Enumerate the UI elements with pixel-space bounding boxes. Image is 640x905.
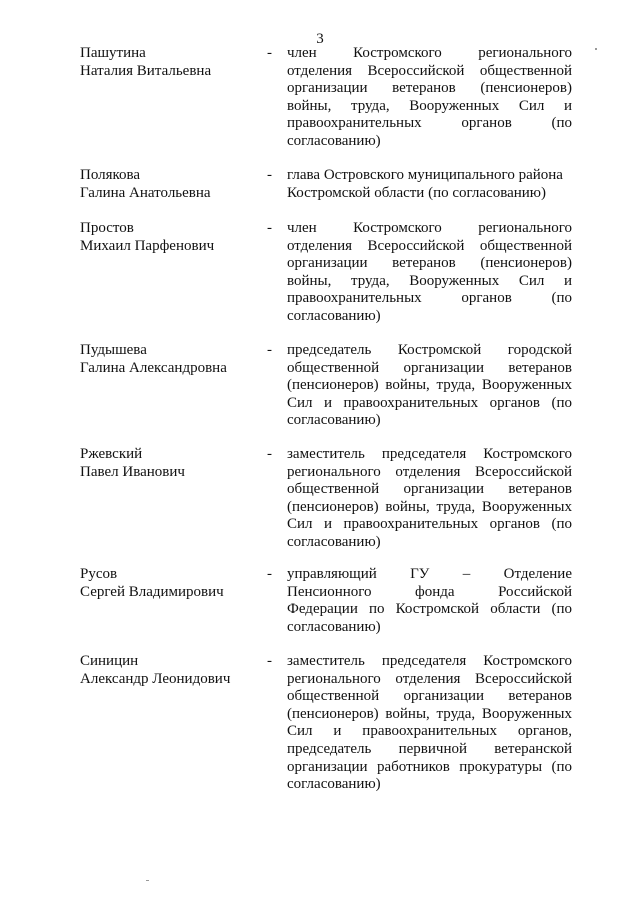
member-given-name: Александр Леонидович [80, 670, 231, 687]
member-name [80, 446, 260, 481]
separator-dash: - [267, 653, 272, 669]
separator-dash: - [267, 45, 272, 61]
role-line: общественной организации ветеранов [287, 481, 572, 498]
member-surname: Полякова [80, 167, 141, 183]
member-role [287, 566, 572, 636]
role-line: Сил и правоохранительных органов (по [287, 394, 572, 411]
role-line: председатель Костромской городской [287, 342, 572, 358]
role-line: регионального отделения Всероссийской [287, 463, 572, 480]
member-surname: Ржевский [80, 446, 143, 462]
member-role [287, 446, 572, 552]
role-line: отделения Всероссийской общественной [287, 62, 572, 79]
role-line: член Костромского регионального [287, 45, 572, 61]
role-line: Сил и правоохранительных органов (по [287, 516, 572, 533]
scan-speck [595, 48, 597, 50]
member-role [287, 342, 572, 430]
role-line: организации ветеранов (пенсионеров) [287, 255, 572, 272]
role-line: согласованию) [287, 776, 381, 793]
member-surname: Простов [80, 220, 134, 236]
member-role [287, 220, 572, 326]
role-line: организации ветеранов (пенсионеров) [287, 80, 572, 97]
member-surname: Русов [80, 566, 118, 582]
role-line: Пенсионного фонда Российской [287, 583, 572, 600]
role-line: отделения Всероссийской общественной [287, 237, 572, 254]
role-line: согласованию) [287, 132, 381, 149]
member-given-name: Сергей Владимирович [80, 583, 224, 600]
member-given-name: Наталия Витальевна [80, 62, 212, 79]
role-line: регионального отделения Всероссийской [287, 670, 572, 687]
member-name [80, 45, 260, 80]
role-line: согласованию) [287, 618, 381, 635]
role-line: (пенсионеров) войны, труда, Вооруженных [287, 498, 572, 515]
role-line: (пенсионеров) войны, труда, Вооруженных [287, 377, 572, 394]
role-line: заместитель председателя Костромского [287, 653, 572, 669]
role-line: согласованию) [287, 533, 381, 550]
scan-speck [146, 880, 149, 881]
role-line: председатель первичной ветеранской [287, 740, 572, 757]
member-name [80, 653, 260, 688]
role-line: общественной организации ветеранов [287, 688, 572, 705]
member-name [80, 167, 260, 202]
role-line: правоохранительных органов (по [287, 290, 572, 307]
role-line: правоохранительных органов (по [287, 115, 572, 132]
member-role [287, 45, 572, 151]
role-line: управляющий ГУ – Отделение [287, 566, 572, 582]
separator-dash: - [267, 342, 272, 358]
page-number: 3 [316, 31, 324, 47]
role-line: согласованию) [287, 307, 381, 324]
member-role [287, 653, 572, 794]
member-name [80, 566, 260, 601]
separator-dash: - [267, 446, 272, 462]
role-line: Сил и правоохранительных органов, [287, 723, 572, 740]
member-role [287, 167, 572, 202]
role-line: общественной организации ветеранов [287, 359, 572, 376]
member-given-name: Павел Иванович [80, 463, 185, 480]
member-name [80, 220, 260, 255]
separator-dash: - [267, 167, 272, 183]
role-line: глава Островского муниципального района [287, 167, 563, 183]
role-line: заместитель председателя Костромского [287, 446, 572, 462]
role-line: согласованию) [287, 412, 381, 429]
member-name [80, 342, 260, 377]
member-given-name: Галина Анатольевна [80, 184, 211, 201]
member-surname: Синицин [80, 653, 139, 669]
separator-dash: - [267, 220, 272, 236]
member-given-name: Михаил Парфенович [80, 237, 215, 254]
role-line: Костромской области (по согласованию) [287, 184, 547, 201]
role-line: войны, труда, Вооруженных Сил и [287, 97, 572, 114]
role-line: Федерации по Костромской области (по [287, 601, 572, 618]
member-given-name: Галина Александровна [80, 359, 227, 376]
separator-dash: - [267, 566, 272, 582]
role-line: организации работников прокуратуры (по [287, 758, 572, 775]
role-line: член Костромского регионального [287, 220, 572, 236]
role-line: (пенсионеров) войны, труда, Вооруженных [287, 705, 572, 722]
role-line: войны, труда, Вооруженных Сил и [287, 272, 572, 289]
member-surname: Пудышева [80, 342, 147, 358]
member-surname: Пашутина [80, 45, 146, 61]
